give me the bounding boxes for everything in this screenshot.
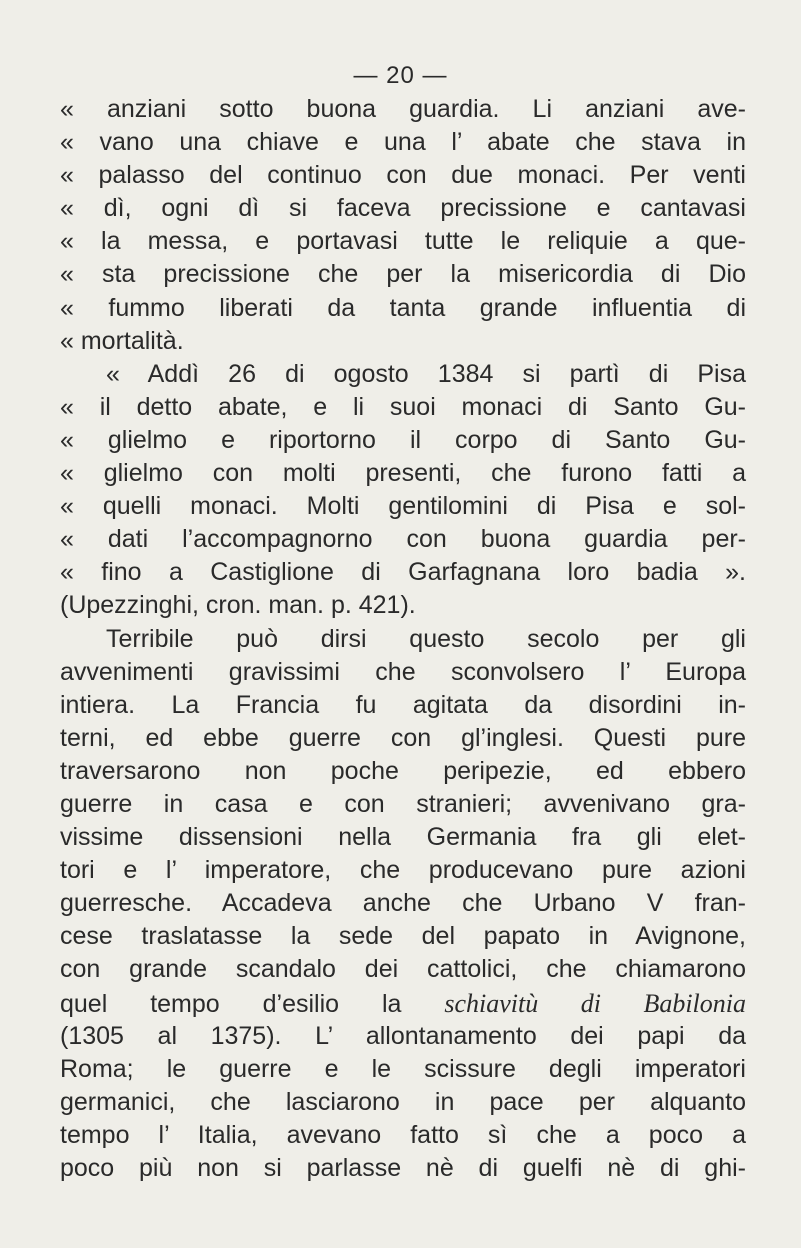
text-line: intiera. La Francia fu agitata da disordini in- [60,690,746,719]
text-line: terni, ed ebbe guerre con gl’inglesi. Questi pure [60,723,746,752]
text-line: guerresche. Accadeva anche che Urbano V fran- [60,889,746,918]
text-line: germanici, che lasciarono in pace per alquanto [60,1087,746,1116]
text-line: « glielmo con molti presenti, che furono fatti a [60,459,746,488]
text-line: « dati l’accompagnorno con buona guardia per- [60,525,746,554]
text-line: « palasso del continuo con due monaci. Per venti [60,161,746,190]
body-text [60,93,746,1185]
text-line: « vano una chiave e una l’ abate che stava in [60,128,746,157]
text-line: « quelli monaci. Molti gentilomini di Pisa e sol- [60,492,746,521]
text-line: « glielmo e riportorno il corpo di Santo Gu- [60,425,746,454]
text-line: avvenimenti gravissimi che sconvolsero l’ Europa [60,657,746,686]
text-line: tempo l’ Italia, avevano fatto sì che a poco a [60,1120,746,1149]
text-line: « anziani sotto buona guardia. Li anziani ave- [60,95,746,123]
italic-phrase: schiavitù di Babilonia [444,988,746,1018]
text-line: « Addì 26 di ogosto 1384 si partì di Pisa [106,359,746,388]
text-line: Roma; le guerre e le scissure degli imperatori [60,1054,746,1083]
text-line: (1305 al 1375). L’ allontanamento dei papi da [60,1021,746,1050]
text-line: con grande scandalo dei cattolici, che chiamarono [60,955,746,984]
text-line: tori e l’ imperatore, che producevano pure azioni [60,856,746,885]
text-line: guerre in casa e con stranieri; avvenivano gra- [60,789,746,818]
text-line: « dì, ogni dì si faceva precissione e cantavasi [60,194,746,223]
text-line: vissime dissensioni nella Germania fra gli elet- [60,823,746,852]
text-line: traversarono non poche peripezie, ed ebbero [60,756,746,785]
text-line: « mortalità. [60,326,184,355]
text-line: Terribile può dirsi questo secolo per gli [106,624,746,653]
text-line: cese traslatasse la sede del papato in Avignone, [60,922,746,951]
text-line: « il detto abate, e li suoi monaci di Santo Gu- [60,392,746,421]
text-line: poco più non si parlasse nè di guelfi nè di ghi- [60,1154,746,1182]
text-line: « fino a Castiglione di Garfagnana loro badia ». [60,558,746,587]
citation-line: (Upezzinghi, cron. man. p. 421). [60,591,416,620]
text-line: « sta precissione che per la misericordia di Dio [60,260,746,289]
text-line: quel tempo d’esilio la schiavitù di Babilonia [60,988,746,1018]
text-line: « fummo liberati da tanta grande influentia di [60,293,746,322]
text-line: « la messa, e portavasi tutte le reliquie a que- [60,227,746,256]
page-number: — 20 — [353,62,448,89]
